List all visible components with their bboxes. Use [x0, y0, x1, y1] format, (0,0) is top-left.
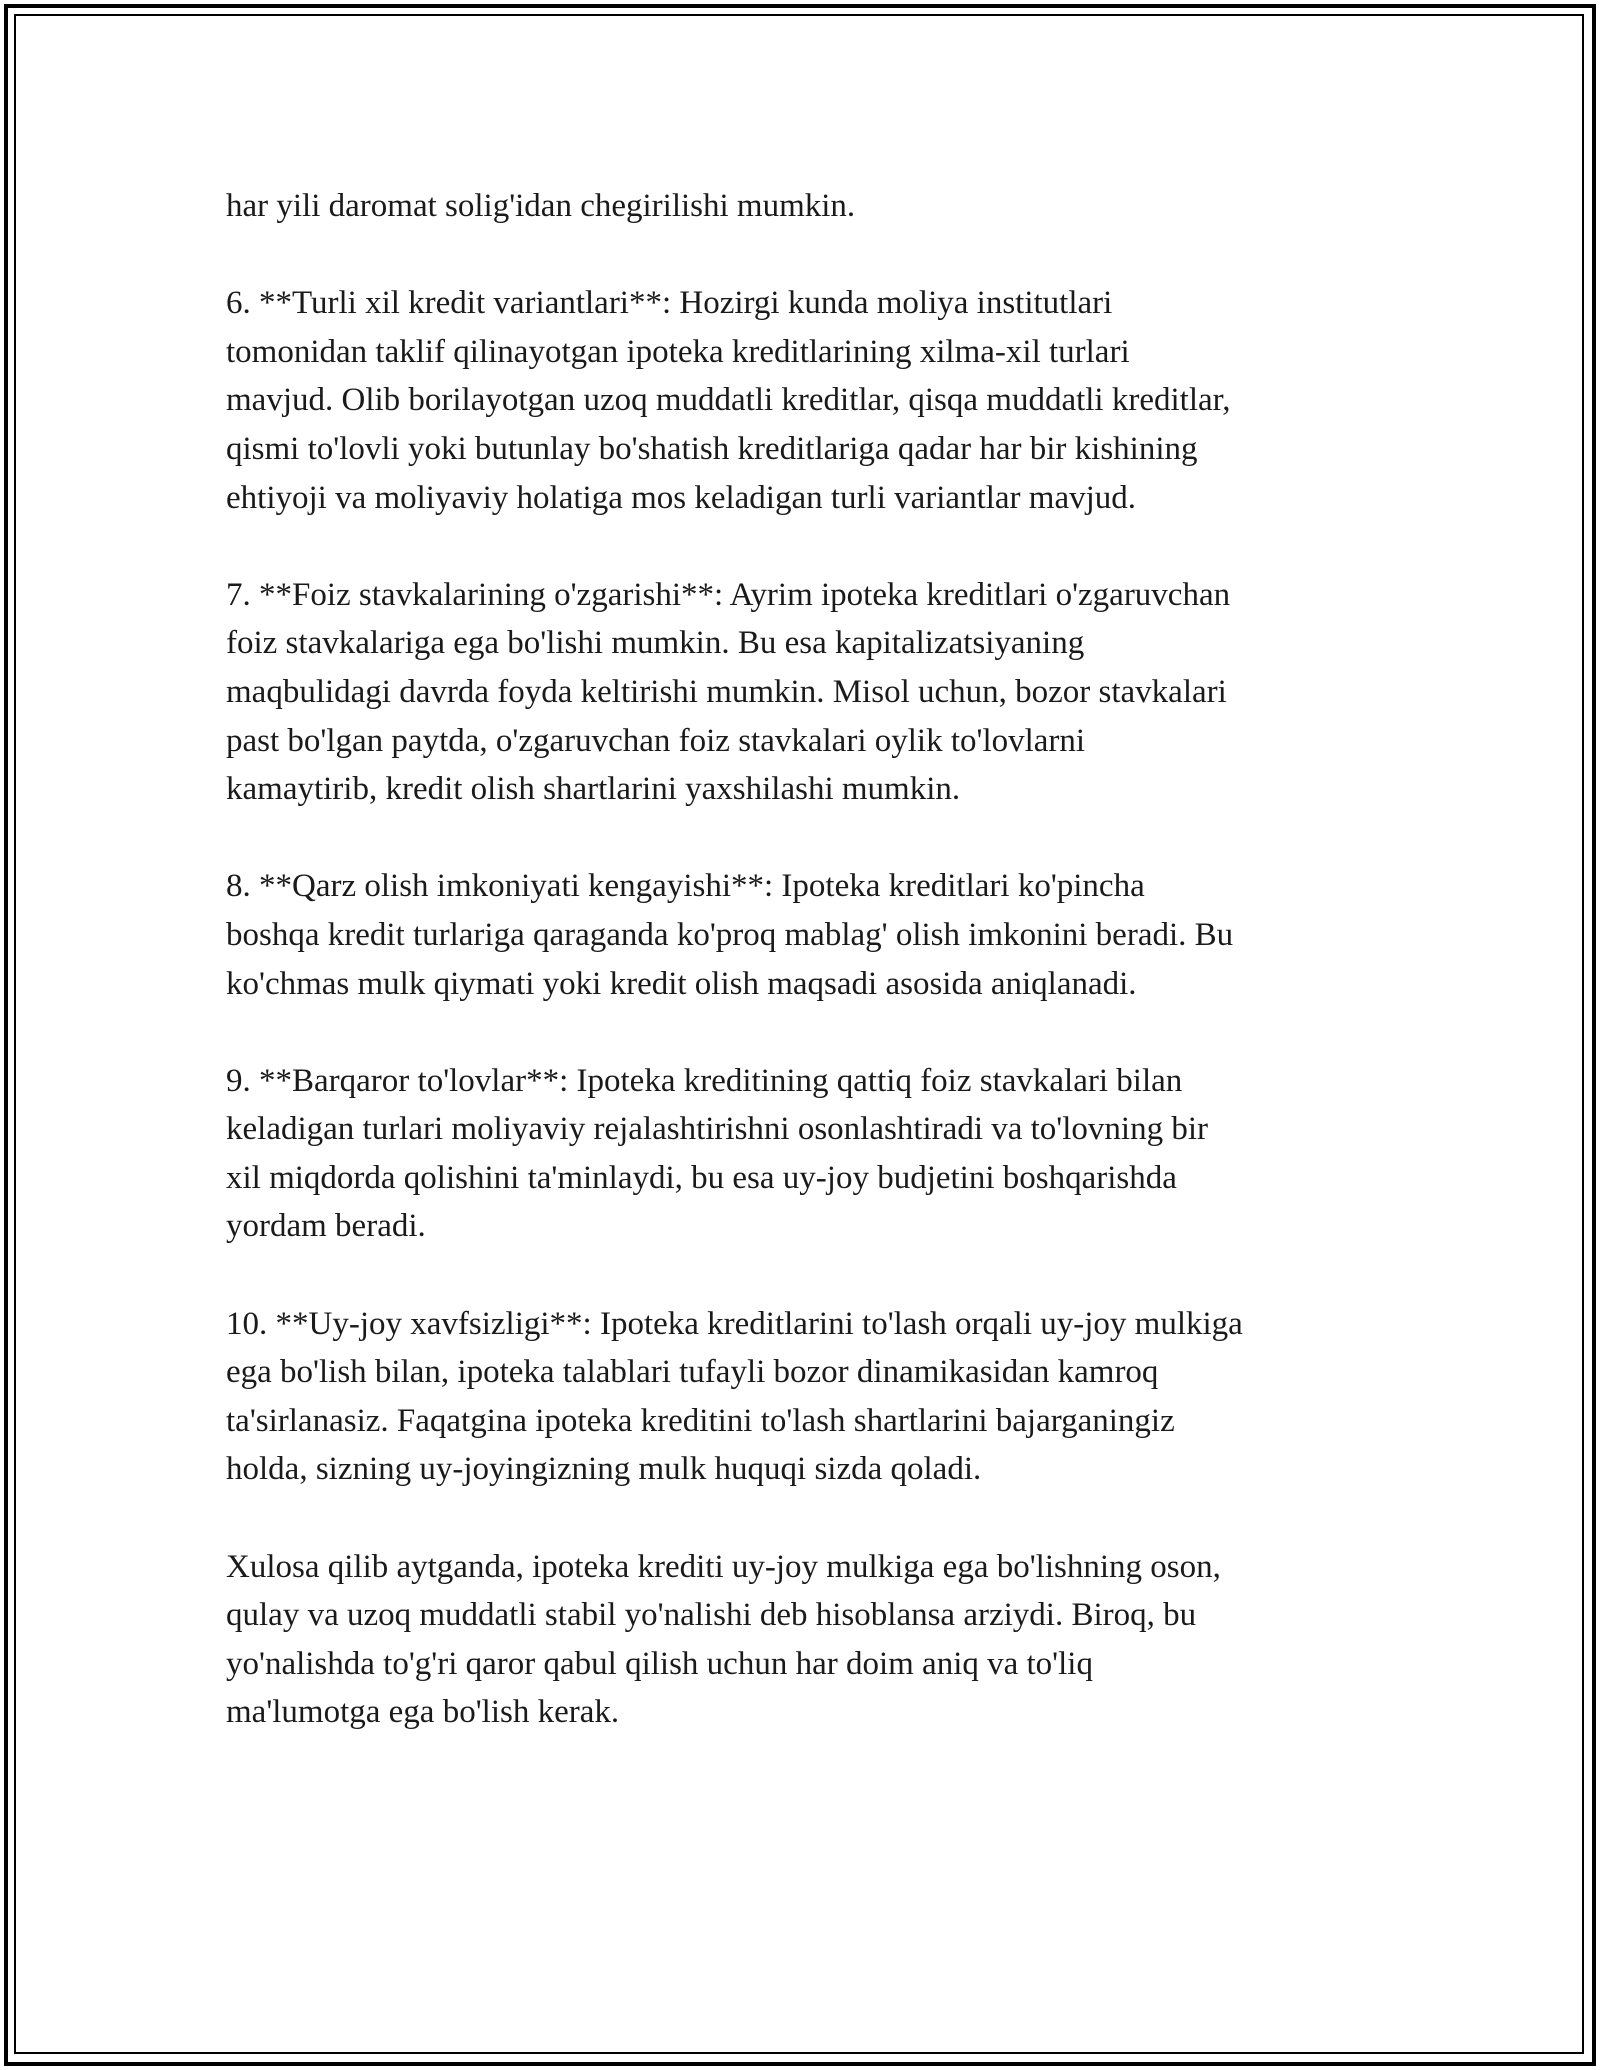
paragraph-item-6 [226, 279, 1406, 522]
text-line: ehtiyoji va moliyaviy holatiga mos keladigan turli variantlar mavjud. [226, 479, 1137, 516]
text-line: past bo'lgan paytda, o'zgaruvchan foiz stavkalari oylik to'lovlarni [226, 722, 1086, 759]
text-line: 9. **Barqaror to'lovlar**: Ipoteka kreditining qattiq foiz stavkalari bilan [226, 1062, 1183, 1099]
paragraph-item-7 [226, 571, 1406, 814]
text-line: ega bo'lish bilan, ipoteka talablari tufayli bozor dinamikasidan kamroq [226, 1354, 1159, 1391]
text-line: ko'chmas mulk qiymati yoki kredit olish maqsadi asosida aniqlanadi. [226, 965, 1137, 1002]
text-line: kamaytirib, kredit olish shartlarini yaxshilashi mumkin. [226, 771, 961, 808]
text-line: 10. **Uy-joy xavfsizligi**: Ipoteka kreditlarini to'lash orqali uy-joy mulkiga [226, 1305, 1243, 1342]
text-line: ta'sirlanasiz. Faqatgina ipoteka kreditini to'lash shartlarini bajarganingiz [226, 1402, 1175, 1439]
text-line: holda, sizning uy-joyingizning mulk huquqi sizda qoladi. [226, 1451, 982, 1488]
text-line: 8. **Qarz olish imkoniyati kengayishi**: Ipoteka kreditlari ko'pincha [226, 868, 1145, 905]
text-line: maqbulidagi davrda foyda keltirishi mumkin. Misol uchun, bozor stavkalari [226, 673, 1227, 710]
text-line: keladigan turlari moliyaviy rejalashtirishni osonlashtiradi va to'lovning bir [226, 1111, 1208, 1148]
document-body [226, 182, 1406, 1786]
text-line: foiz stavkalariga ega bo'lishi mumkin. Bu esa kapitalizatsiyaning [226, 625, 1085, 662]
text-line: mavjud. Olib borilayotgan uzoq muddatli kreditlar, qisqa muddatli kreditlar, [226, 382, 1231, 419]
paragraph-conclusion [226, 1543, 1406, 1737]
text-line: yordam beradi. [226, 1208, 426, 1245]
text-line: xil miqdorda qolishini ta'minlaydi, bu esa uy-joy budjetini boshqarishda [226, 1159, 1177, 1196]
paragraph-item-10 [226, 1300, 1406, 1494]
text-line: tomonidan taklif qilinayotgan ipoteka kreditlarining xilma-xil turlari [226, 333, 1130, 370]
paragraph-item-8 [226, 862, 1406, 1008]
text-line: har yili daromat solig'idan chegirilishi mumkin. [226, 188, 856, 224]
paragraph-continuation [226, 182, 1406, 231]
text-line: yo'nalishda to'g'ri qaror qabul qilish uchun har doim aniq va to'liq [226, 1645, 1093, 1682]
text-line: boshqa kredit turlariga qaraganda ko'proq mablag' olish imkonini beradi. Bu [226, 916, 1234, 953]
paragraph-item-9 [226, 1057, 1406, 1251]
text-line: 6. **Turli xil kredit variantlari**: Hozirgi kunda moliya institutlari [226, 285, 1113, 322]
text-line: qismi to'lovli yoki butunlay bo'shatish kreditlariga qadar har bir kishining [226, 430, 1198, 467]
text-line: 7. **Foiz stavkalarining o'zgarishi**: Ayrim ipoteka kreditlari o'zgaruvchan [226, 576, 1231, 613]
text-line: ma'lumotga ega bo'lish kerak. [226, 1694, 620, 1731]
text-line: qulay va uzoq muddatli stabil yo'nalishi deb hisoblansa arziydi. Biroq, bu [226, 1597, 1197, 1634]
text-line: Xulosa qilib aytganda, ipoteka krediti uy-joy mulkiga ega bo'lishning oson, [226, 1548, 1221, 1585]
